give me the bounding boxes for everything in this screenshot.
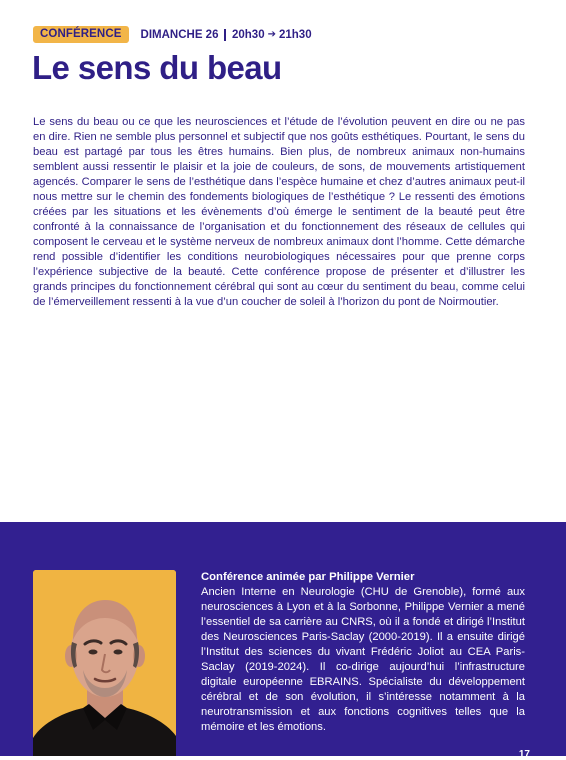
page-number: 17	[518, 749, 530, 760]
event-time	[232, 29, 312, 41]
speaker-photo	[33, 570, 176, 756]
page-title: Le sens du beau	[32, 49, 282, 86]
event-meta	[33, 26, 312, 43]
event-type-badge: CONFÉRENCE	[33, 26, 129, 43]
speaker-heading: Conférence animée par Philippe Vernier	[201, 571, 415, 583]
divider	[224, 29, 226, 41]
event-day: DIMANCHE 26	[140, 28, 219, 41]
event-datetime	[141, 29, 312, 41]
speaker-section	[0, 522, 566, 760]
event-description: Le sens du beau ou ce que les neurosciences et l’étude de l’évolution peuvent en dire ou ne pas en dire. Rien ne semble plus personnel et subjectif que nos goûts esthétiques. Pourtant, le sens du beau est partagé par tous les êtres humains. Bien plus, de nombreux animaux non-humains semblent aussi ressentir le plaisir et la joie de couleurs, de sons, de mouvements artistiquement agencés. Comparer le sens de l’esthétique dans l’espèce humaine et chez d’autres animaux peut-il nous mettre sur le chemin des fondements biologiques de l’esthétique ? Le ressenti des émotions créées par les situations et les évènements d’où émerge le sentiment de la beauté peut être confronté à la connaissance de l’organisation et du fonctionnement des réseaux de cellules qui composent le cerveau et le système nerveux de nombreux animaux dont l’homme. Cette démarche rend possible d’identifier les conditions neurobiologiques nécessaires pour que prenne corps l’expérience subjective de la beauté. Cette conférence propose de présenter et d’illustrer les grands principes du fonctionnement cérébral qui sont au cœur du sentiment du beau, comme celui de l’émerveillement ressenti à la vue d’un coucher de soleil à l’horizon du pont de Noirmoutier.	[33, 116, 525, 308]
event-end-time: 21h30	[278, 28, 312, 41]
speaker-bio: Ancien Interne en Neurologie (CHU de Grenoble), formé aux neurosciences à Lyon et à la Sorbonne, Philippe Vernier a mené l’essentiel de sa carrière au CNRS, où il a fondé et dirigé l’Institut des Neurosciences Paris-Saclay (2000-2019). Il a ensuite dirigé l’Institut des sciences du vivant Frédéric Joliot au CEA Paris-Saclay (2019-2024). Il co-dirige aujourd’hui l’infrastructure digitale européenne EBRAINS. Spécialiste du développement cérébral et de son évolution, il s’intéresse notamment à la neurotransmission et aux fonctions cognitives telles que la mémoire et les émotions.	[201, 586, 525, 733]
event-start-time: 20h30	[231, 28, 265, 41]
speaker-portrait-image	[33, 570, 176, 756]
arrow-right-icon: ➔	[267, 29, 276, 40]
